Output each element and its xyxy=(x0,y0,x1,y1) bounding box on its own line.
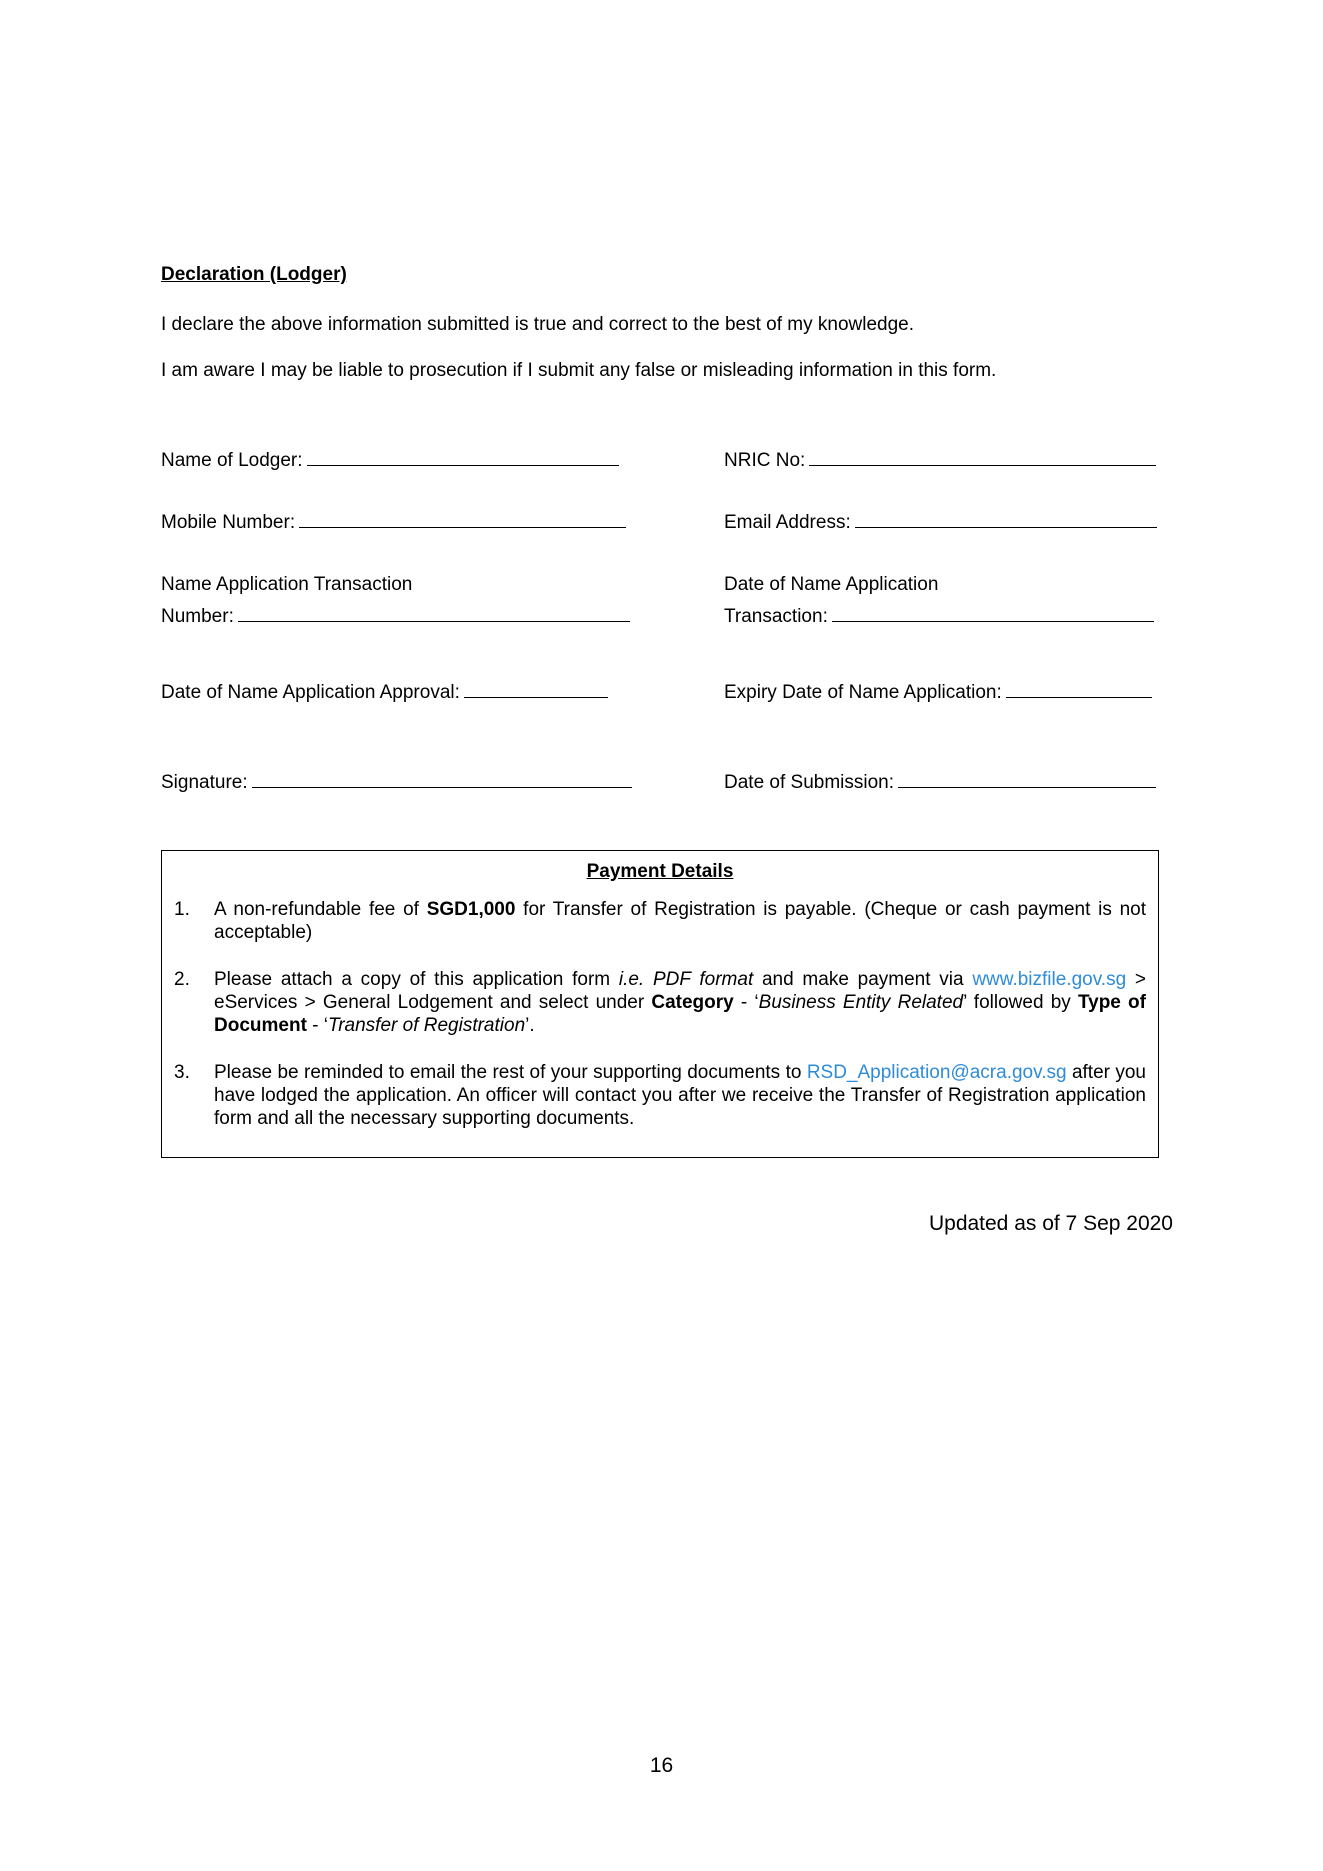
payment-item-1-text xyxy=(214,898,1146,944)
payment-fee-amount: SGD1,000 xyxy=(426,899,516,920)
date-of-submission-label: Date of Submission: xyxy=(724,772,895,793)
nric-no-field xyxy=(724,449,1156,472)
name-app-txn-blank[interactable] xyxy=(238,605,630,622)
declaration-line-1: I declare the above information submitted is true and correct to the best of my knowledge. xyxy=(161,314,915,335)
payment-item-1-text-b: for Transfer of Registration is payable. (Cheque or cash payment is not acceptable) xyxy=(214,899,1146,943)
payment-item-3-text xyxy=(214,1061,1146,1130)
payment-item-2-text-g: ’. xyxy=(525,1015,535,1036)
payment-item-2-transfer: Transfer of Registration xyxy=(328,1015,526,1036)
date-of-submission-field xyxy=(724,771,1156,794)
date-name-app-approval-field xyxy=(161,681,608,704)
name-of-lodger-blank[interactable] xyxy=(307,449,619,466)
date-name-app-txn-label-line-1: Date of Name Application xyxy=(724,574,939,595)
mobile-number-label: Mobile Number: xyxy=(161,512,296,533)
name-of-lodger-label: Name of Lodger: xyxy=(161,450,303,471)
payment-item-1-text-a: A non-refundable fee of xyxy=(214,899,427,920)
payment-item-1-number: 1. xyxy=(174,899,190,920)
nric-no-label: NRIC No: xyxy=(724,450,806,471)
declaration-heading: Declaration (Lodger) xyxy=(161,264,347,285)
name-app-txn-label-line-1: Name Application Transaction xyxy=(161,574,413,595)
date-name-app-approval-label: Date of Name Application Approval: xyxy=(161,682,460,703)
nric-no-blank[interactable] xyxy=(809,449,1156,466)
bizfile-link[interactable]: www.bizfile.gov.sg xyxy=(972,969,1127,990)
signature-label: Signature: xyxy=(161,772,248,793)
payment-item-3-text-b: after you have lodged the application. An officer will contact you after we receive the Transfer of Registration application form and all the necessary supporting documents. xyxy=(214,1062,1146,1129)
payment-item-3-text-a: Please be reminded to email the rest of your supporting documents to xyxy=(214,1062,807,1083)
name-of-lodger-field xyxy=(161,449,619,472)
payment-item-2-format: i.e. PDF format xyxy=(618,969,754,990)
date-name-app-txn-blank[interactable] xyxy=(832,605,1154,622)
payment-item-2-text-e: ’ followed by xyxy=(963,992,1078,1013)
signature-field xyxy=(161,771,632,794)
mobile-number-field xyxy=(161,511,626,534)
email-address-label: Email Address: xyxy=(724,512,851,533)
payment-item-2-number: 2. xyxy=(174,969,190,990)
email-address-blank[interactable] xyxy=(855,511,1157,528)
payment-item-2-text-f: - ‘ xyxy=(306,1015,329,1036)
payment-details-box xyxy=(161,850,1159,1158)
payment-item-2-category: Category xyxy=(651,992,734,1013)
date-name-app-txn-field xyxy=(724,605,1154,628)
signature-blank[interactable] xyxy=(252,771,632,788)
expiry-date-name-app-blank[interactable] xyxy=(1006,681,1152,698)
payment-item-2-text-c: > eServices > General Lodgement and select under xyxy=(214,969,1147,1013)
date-name-app-approval-blank[interactable] xyxy=(464,681,608,698)
payment-item-2-doc-type: Type of Document xyxy=(214,992,1146,1036)
name-app-txn-field xyxy=(161,605,630,628)
payment-item-2-entity: Business Entity Related xyxy=(758,992,964,1013)
page-number: 16 xyxy=(649,1754,674,1777)
declaration-line-2: I am aware I may be liable to prosecution if I submit any false or misleading information in this form. xyxy=(161,360,997,381)
expiry-date-name-app-label: Expiry Date of Name Application: xyxy=(724,682,1002,703)
rsd-application-email-link[interactable]: RSD_Application@acra.gov.sg xyxy=(806,1062,1067,1083)
payment-item-2-text-d: - ‘ xyxy=(733,992,759,1013)
date-name-app-txn-label-line-2: Transaction: xyxy=(724,606,828,627)
email-address-field xyxy=(724,511,1157,534)
name-app-txn-label-line-2: Number: xyxy=(161,606,234,627)
payment-item-2-text-b: and make payment via xyxy=(753,969,973,990)
payment-item-2-text-a: Please attach a copy of this application form xyxy=(214,969,619,990)
payment-details-title: Payment Details xyxy=(586,861,734,882)
date-of-submission-blank[interactable] xyxy=(898,771,1156,788)
payment-item-3-number: 3. xyxy=(174,1062,190,1083)
updated-date: Updated as of 7 Sep 2020 xyxy=(928,1212,1173,1235)
payment-item-2-text xyxy=(214,968,1146,1037)
expiry-date-name-app-field xyxy=(724,681,1152,704)
mobile-number-blank[interactable] xyxy=(299,511,626,528)
